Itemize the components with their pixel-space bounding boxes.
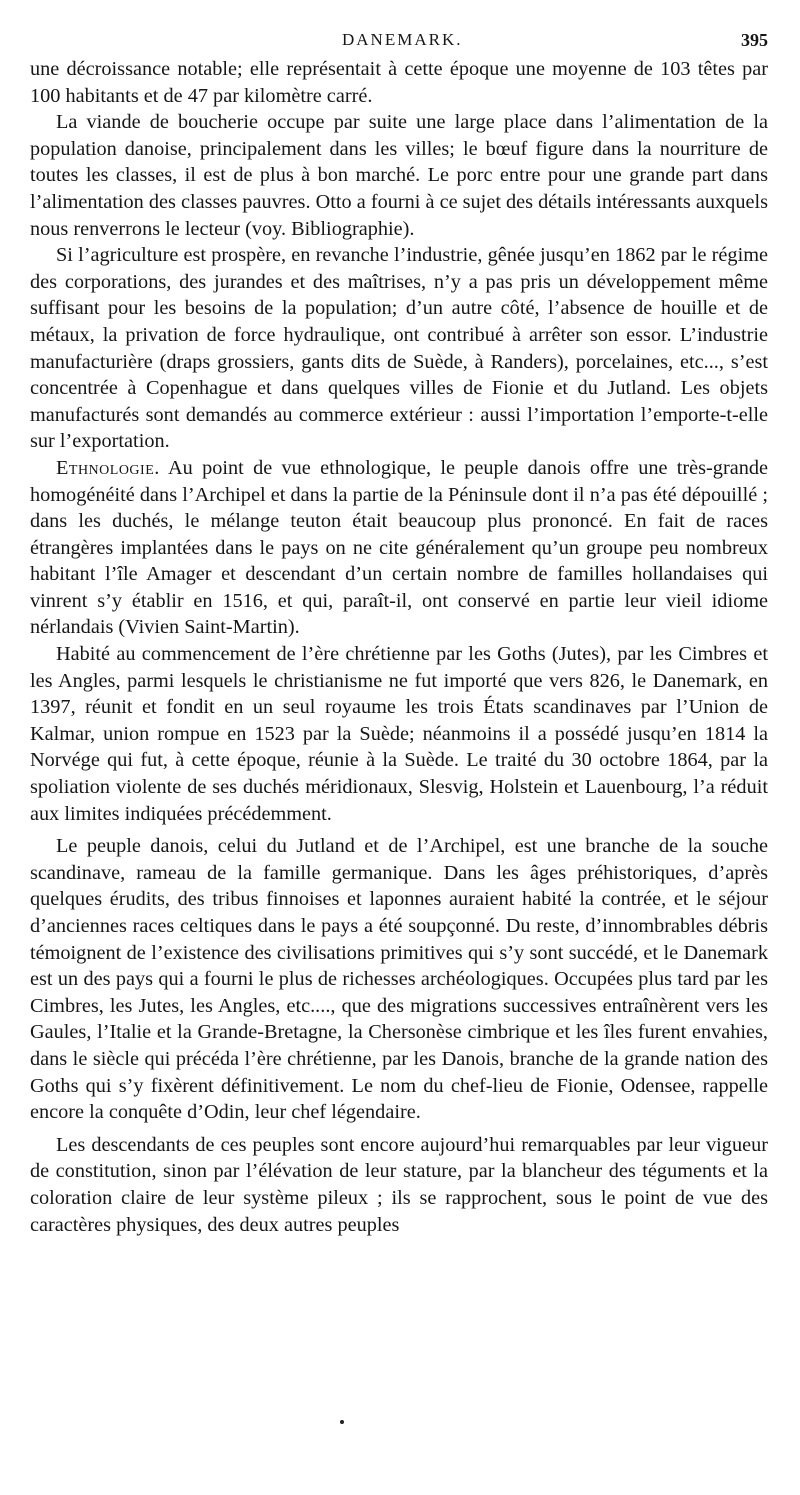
paragraph-industry: Si l’agriculture est prospère, en revanche l’industrie, gênée jusqu’en 1862 par le régime des corporations, des jurandes et des maîtrises, n’y a pas pris un développement même suffisant pour les besoins de la population; d’un autre côté, l’absence de houille et de métaux, la privation de force hydraulique, ont contribué à arrêter son essor. L’industrie manufacturière (draps grossiers, gants dits de Suède, à Randers), porcelaines, etc..., s’est concentrée à Copenhague et dans quelques villes de Fionie et du Jutland. Les objets manufacturés sont demandés au commerce extérieur : aussi l’importation l’emporte-t-elle sur l’exportation.	[30, 244, 768, 453]
body-text	[30, 56, 768, 1238]
footer-mark	[340, 1420, 344, 1424]
paragraph-ethnology: Ethnologie. Au point de vue ethnologique, le peuple danois offre une très-grande homogénéité dans l’Archipel et dans la partie de la Péninsule dont il n’a pas été dépouillé ; dans les duchés, le mélange teuton était beaucoup plus prononcé. En fait de races étrangères implantées dans le pays on ne cite généralement qu’un groupe peu nombreux habitant l’île Amager et descendant d’un certain nombre de familles hollandaises qui vinrent s’y établir en 1516, et qui, paraît-il, ont conservé en partie leur vieil idiome nérlandais (Vivien Saint-Martin).	[30, 456, 768, 639]
book-page	[30, 30, 768, 1238]
page-number: 395	[741, 30, 768, 50]
section-label: Ethnologie.	[56, 456, 160, 479]
paragraph-history: Habité au commencement de l’ère chrétienne par les Goths (Jutes), par les Cimbres et les Angles, parmi lesquels le christianisme ne fut importé que vers 826, le Danemark, en 1397, réunit et fondit en un seul royaume les trois États scandinaves par l’Union de Kalmar, union rompue en 1523 par la Suède; néanmoins il a possédé jusqu’en 1814 la Norvége qui fut, à cette époque, réunie à la Suède. Le traité du 30 octobre 1864, par la spoliation violente de ses duchés méridionaux, Slesvig, Holstein et Lauenbourg, l’a réduit aux limites indiquées précédemment.	[30, 643, 768, 825]
paragraph-origins: Le peuple danois, celui du Jutland et de l’Archipel, est une branche de la souche scandinave, rameau de la famille germanique. Dans les âges préhistoriques, d’après quelques érudits, des tribus finnoises et laponnes auraient habité la contrée, et le séjour d’anciennes races celtiques dans le pays a été soupçonné. Du reste, d’innombrables débris témoignent de l’existence des civilisations primitives qui s’y sont succédé, et le Danemark est un des pays qui a fourni le plus de richesses archéologiques. Occupées plus tard par les Cimbres, les Jutes, les Angles, etc...., que des migrations successives entraînèrent vers les Gaules, l’Italie et la Grande-Bretagne, la Chersonèse cimbrique et les îles furent envahies, dans le siècle qui précéda l’ère chrétienne, par les Danois, branche de la grande nation des Goths qui s’y fixèrent définitivement. Le nom du chef-lieu de Fionie, Odensee, rappelle encore la conquête d’Odin, leur chef légendaire.	[30, 835, 768, 1124]
running-title: DANEMARK.	[342, 30, 463, 49]
paragraph-descendants: Les descendants de ces peuples sont encore aujourd’hui remarquables par leur vigueur de constitution, sinon par l’élévation de leur stature, par la blancheur des téguments et la coloration claire de leur système pileux ; ils se rapprochent, sous le point de vue des caractères physiques, des deux autres peuples	[30, 1133, 768, 1236]
page-header	[30, 30, 768, 56]
paragraph-meat: La viande de boucherie occupe par suite une large place dans l’alimentation de la population danoise, principalement dans les villes; le bœuf figure dans la nourriture de toutes les classes, il est de plus à bon marché. Le porc entre pour une grande part dans l’alimentation des classes pauvres. Otto a fourni à ce sujet des détails intéressants auxquels nous renverrons le lecteur (voy. Bibliographie).	[30, 111, 768, 240]
paragraph-continuation: une décroissance notable; elle représentait à cette époque une moyenne de 103 têtes par 100 habitants et de 47 par kilomètre carré.	[30, 58, 768, 107]
